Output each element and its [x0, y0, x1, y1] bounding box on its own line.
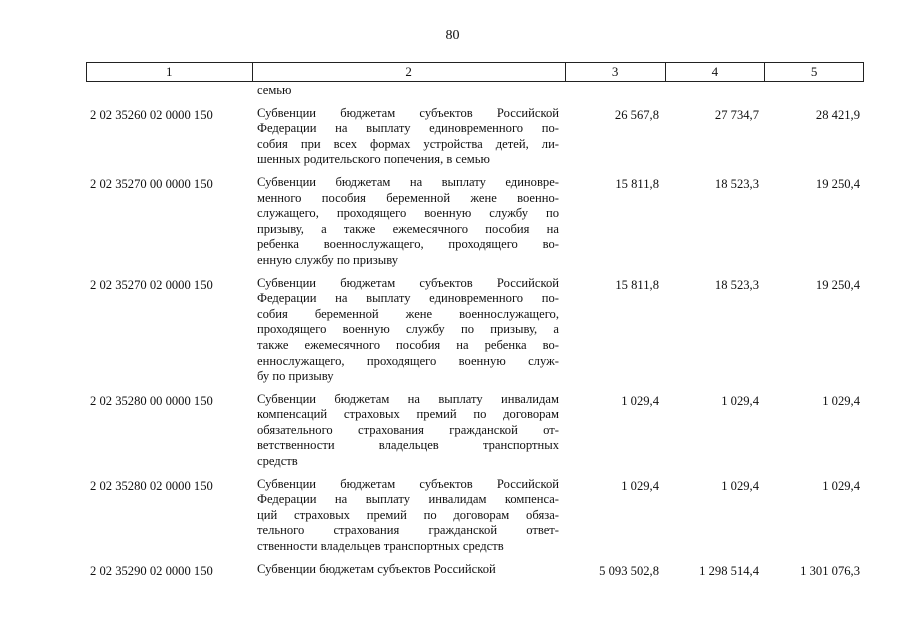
- value-col-3: 15 811,8: [615, 277, 659, 292]
- value-col-4: 1 029,4: [721, 478, 759, 493]
- description-line: Субвенции бюджетам субъектов Российской: [257, 275, 559, 290]
- code-cell: 2 02 35280 00 0000 150: [90, 393, 213, 408]
- description-cell: [251, 392, 565, 470]
- header-col-3: 3: [565, 63, 665, 81]
- table-body: [86, 84, 864, 579]
- page-number: 80: [445, 28, 460, 43]
- description-cell: [251, 562, 565, 580]
- description-cell: [251, 175, 565, 269]
- description-line: еннослужащего, проходящего военную служ-: [257, 353, 559, 368]
- value-col-4: 18 523,3: [714, 176, 759, 191]
- value-col-3: 1 029,4: [621, 478, 659, 493]
- header-col-2: 2: [252, 63, 565, 81]
- value-col-4: [665, 83, 765, 99]
- description-line: ственности владельцев транспортных средств: [257, 539, 504, 554]
- value-col-4: 27 734,7: [714, 107, 759, 122]
- code-cell: 2 02 35270 02 0000 150: [90, 277, 213, 292]
- value-col-3: [565, 83, 665, 99]
- header-col-4: 4: [665, 63, 765, 81]
- description-line: компенсаций страховых премий по договорам: [257, 407, 559, 422]
- value-col-5: 1 301 076,3: [800, 563, 860, 578]
- description-line: Федерации на выплату инвалидам компенса-: [257, 492, 559, 507]
- description-line: обязательного страхования гражданской от-: [257, 422, 559, 437]
- description-cell: [251, 83, 565, 99]
- description-line: собия беременной жене военнослужащего,: [257, 306, 559, 321]
- description-cell: [251, 276, 565, 385]
- code-cell: 2 02 35270 00 0000 150: [90, 176, 213, 191]
- value-col-5: 1 029,4: [822, 393, 860, 408]
- table-row: [86, 562, 864, 580]
- description-cell: [251, 477, 565, 555]
- description-line: Субвенции бюджетам субъектов Российской: [257, 476, 559, 491]
- description-line: Субвенции бюджетам на выплату инвалидам: [257, 391, 559, 406]
- value-col-3: 5 093 502,8: [599, 563, 659, 578]
- description-line: проходящего военную службу по призыву, а: [257, 322, 559, 337]
- header-col-5: 5: [764, 63, 863, 81]
- description-line: тельного страхования гражданской ответ-: [257, 523, 559, 538]
- description-line: ребенка военнослужащего, проходящего во-: [257, 237, 559, 252]
- value-col-3: 1 029,4: [621, 393, 659, 408]
- description-line: собия при всех формах устройства детей, ли-: [257, 136, 559, 151]
- description-line: Субвенции бюджетам на выплату единовре-: [257, 174, 559, 189]
- value-col-4: 1 029,4: [721, 393, 759, 408]
- table-row: [86, 175, 864, 269]
- description-line: средств: [257, 454, 298, 469]
- description-line: енную службу по призыву: [257, 252, 399, 267]
- description-line: Субвенции бюджетам субъектов Российской: [257, 561, 496, 576]
- code-cell: 2 02 35260 02 0000 150: [90, 107, 213, 122]
- header-col-1: 1: [166, 64, 173, 79]
- description-line: служащего, проходящего военную службу по: [257, 206, 559, 221]
- description-line: призыву, а также ежемесячного пособия на: [257, 221, 559, 236]
- description-line: менного пособия беременной жене военно-: [257, 190, 559, 205]
- value-col-5: 28 421,9: [815, 107, 860, 122]
- description-line: Федерации на выплату единовременного по-: [257, 291, 559, 306]
- table-rows: [86, 106, 864, 580]
- value-col-4: 18 523,3: [714, 277, 759, 292]
- value-col-5: 19 250,4: [815, 176, 860, 191]
- description-line: Субвенции бюджетам субъектов Российской: [257, 105, 559, 120]
- description-line: шенных родительского попечения, в семью: [257, 152, 490, 167]
- table-row-continuation: [86, 83, 864, 99]
- value-col-4: 1 298 514,4: [699, 563, 759, 578]
- description-line: ветственности владельцев транспортных: [257, 438, 559, 453]
- description-line: ций страховых премий по договорам обяза-: [257, 507, 559, 522]
- table-row: [86, 477, 864, 555]
- description-line: также ежемесячного пособия на ребенка во-: [257, 337, 559, 352]
- table-header: [86, 62, 864, 82]
- value-col-5: 19 250,4: [815, 277, 860, 292]
- value-col-3: 26 567,8: [614, 107, 659, 122]
- code-cell: 2 02 35290 02 0000 150: [90, 563, 213, 578]
- table-row: [86, 106, 864, 168]
- code-cell: 2 02 35280 02 0000 150: [90, 478, 213, 493]
- value-col-5: [765, 83, 864, 99]
- table-row: [86, 392, 864, 470]
- code-cell: [86, 83, 251, 99]
- value-col-5: 1 029,4: [822, 478, 860, 493]
- description-line: Федерации на выплату единовременного по-: [257, 121, 559, 136]
- description-cell: [251, 106, 565, 168]
- table-row: [86, 276, 864, 385]
- description-line: семью: [257, 83, 292, 97]
- value-col-3: 15 811,8: [615, 176, 659, 191]
- description-line: бу по призыву: [257, 369, 334, 384]
